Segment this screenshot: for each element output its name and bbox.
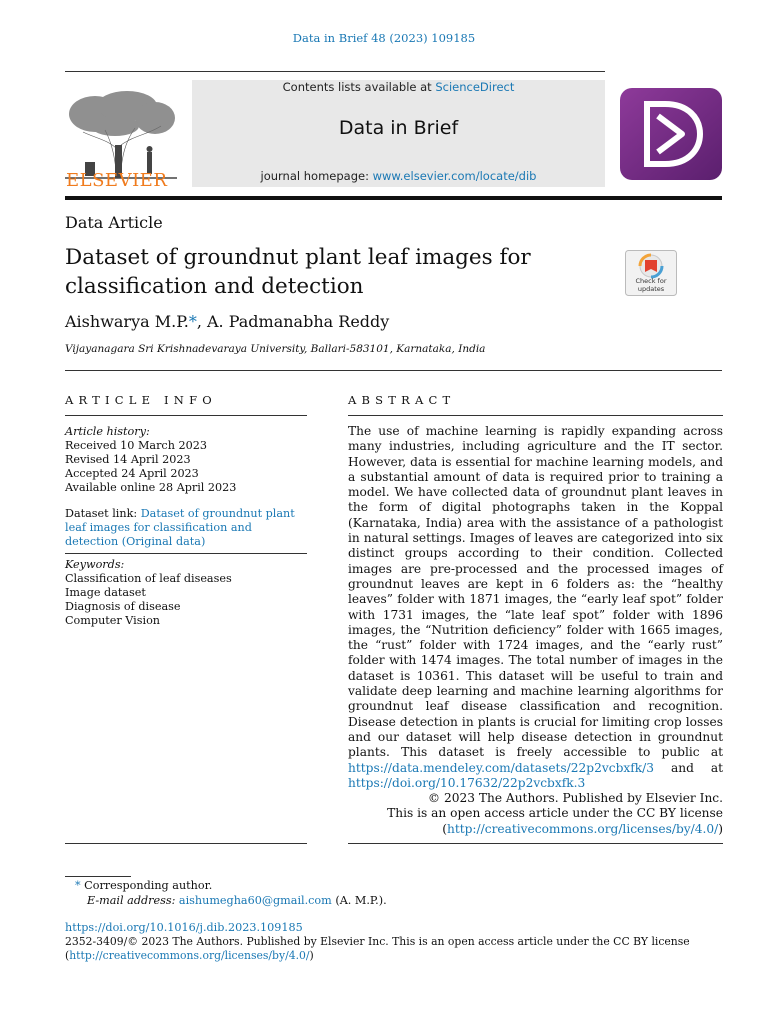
article-info-rule <box>65 415 307 416</box>
info-bottom-rule <box>65 843 307 844</box>
abstract-and-at: and at <box>654 760 723 775</box>
title-rule <box>65 370 722 371</box>
online-date: Available online 28 April 2023 <box>65 481 237 494</box>
journal-name: Data in Brief <box>338 117 459 139</box>
check-for-updates-badge[interactable] <box>625 250 677 296</box>
article-title: Dataset of groundnut plant leaf images for classification and detection <box>65 245 531 299</box>
doi-link[interactable]: https://doi.org/10.1016/j.dib.2023.109185 <box>65 921 303 934</box>
abstract-copyright: © 2023 The Authors. Published by Elsevier Inc. <box>427 791 723 806</box>
dataset-rule <box>65 553 307 554</box>
author-separator: , <box>196 312 207 331</box>
paren-open: ( <box>442 821 447 836</box>
history-label: Article history: <box>65 425 150 438</box>
corresponding-author-mark[interactable]: * <box>188 312 197 331</box>
homepage-prefix: journal homepage: <box>260 169 373 183</box>
homepage-line <box>192 169 605 183</box>
article-history <box>65 425 307 495</box>
author-1: Aishwarya M.P. <box>65 312 189 331</box>
paren-close: ) <box>718 821 723 836</box>
accepted-date: Accepted 24 April 2023 <box>65 467 199 480</box>
dataset-doi-link[interactable]: https://doi.org/10.17632/22p2vcbxfk.3 <box>348 775 586 790</box>
footnote-mark: * <box>75 879 81 892</box>
header-thick-rule <box>65 196 722 200</box>
header-rule <box>65 71 605 72</box>
author-2: A. Padmanabha Reddy <box>206 312 390 331</box>
abstract-bottom-rule <box>348 843 723 844</box>
keyword: Image dataset <box>65 586 146 599</box>
received-date: Received 10 March 2023 <box>65 439 207 452</box>
email-link[interactable]: aishumegha60@gmail.com <box>178 894 332 907</box>
mendeley-link[interactable]: https://data.mendeley.com/datasets/22p2vcbxfk/3 <box>348 760 654 775</box>
keyword: Computer Vision <box>65 614 161 627</box>
revised-date: Revised 14 April 2023 <box>65 453 191 466</box>
abstract-license-line: This is an open access article under the CC BY license <box>387 806 723 821</box>
author-list <box>65 312 389 331</box>
footer-license <box>65 949 314 963</box>
footer-cc-by-link[interactable]: http://creativecommons.org/licenses/by/4.0/ <box>69 949 310 962</box>
paren-open: ( <box>65 949 70 962</box>
dataset-link-block <box>65 507 307 549</box>
email-note <box>87 894 387 908</box>
abstract-text <box>348 424 723 837</box>
email-suffix: (A. M.P.). <box>331 894 387 907</box>
contents-prefix: Contents lists available at <box>282 80 436 94</box>
crossmark-label: Check for updates <box>635 277 667 293</box>
article-doi <box>65 921 303 935</box>
abstract-license <box>348 822 723 837</box>
article-type: Data Article <box>65 213 163 232</box>
corresponding-note <box>75 879 212 893</box>
cc-by-link[interactable]: http://creativecommons.org/licenses/by/4.0/ <box>446 821 719 836</box>
sciencedirect-link[interactable]: ScienceDirect <box>435 80 515 94</box>
keyword: Classification of leaf diseases <box>65 572 232 585</box>
abstract-rule <box>348 415 723 416</box>
journal-citation[interactable]: Data in Brief 48 (2023) 109185 <box>292 31 476 45</box>
affiliation: Vijayanagara Sri Krishnadevaraya University, Ballari-583101, Karnataka, India <box>65 343 486 355</box>
dataset-link[interactable]: Dataset of groundnut plant leaf images for classification and detection (Original data) <box>65 507 295 548</box>
footnote-rule <box>65 876 131 877</box>
abstract-heading: ABSTRACT <box>348 393 456 407</box>
paren-close: ) <box>309 949 314 962</box>
contents-line <box>192 80 605 94</box>
elsevier-wordmark: ELSEVIER <box>66 170 168 191</box>
keywords-label: Keywords: <box>65 558 125 571</box>
homepage-link[interactable]: www.elsevier.com/locate/dib <box>372 169 537 183</box>
dataset-link-label: Dataset link: <box>65 507 141 520</box>
rights-line: 2352-3409/© 2023 The Authors. Published by Elsevier Inc. This is an open access article under the CC BY license <box>65 935 690 948</box>
article-info-heading: ARTICLE INFO <box>65 393 217 407</box>
keywords-block <box>65 558 307 628</box>
keyword: Diagnosis of disease <box>65 600 181 613</box>
data-in-brief-logo[interactable] <box>620 88 722 180</box>
abstract-body: The use of machine learning is rapidly expanding across many industries, including agriculture and the IT sector. However, data is essential for machine learning models, and a substantial amount of data is required prior to training a model. We have collected data of groundnut plant leaves in the form of digital photographs taken in the Koppal (Karnataka, India) area with the assistance of a pathologist in natural settings. Images of leaves are categorized into six distinct groups according to their condition. Collected images are pre-processed and the processed images of groundnut leaves are kept in 6 folders as: the “healthy leaves” folder with 1871 images, the “early leaf spot” folder with 1731 images, the “late leaf spot” folder with 1896 images, the “Nutrition deficiency” folder with 1665 images, the “rust” folder with 1724 images, and the “early rust” folder with 1474 images. The total number of images in the dataset is 10361. This dataset will be useful to train and validate deep learning and machine learning algorithms for groundnut leaf disease classification and recognition. Disease detection in plants is crucial for limiting crop losses and our dataset will help disease detection in groundnut plants. This dataset is freely accessible to public at <box>348 424 723 760</box>
corresponding-text: Corresponding author. <box>80 879 213 892</box>
email-label: E-mail address: <box>87 894 179 907</box>
